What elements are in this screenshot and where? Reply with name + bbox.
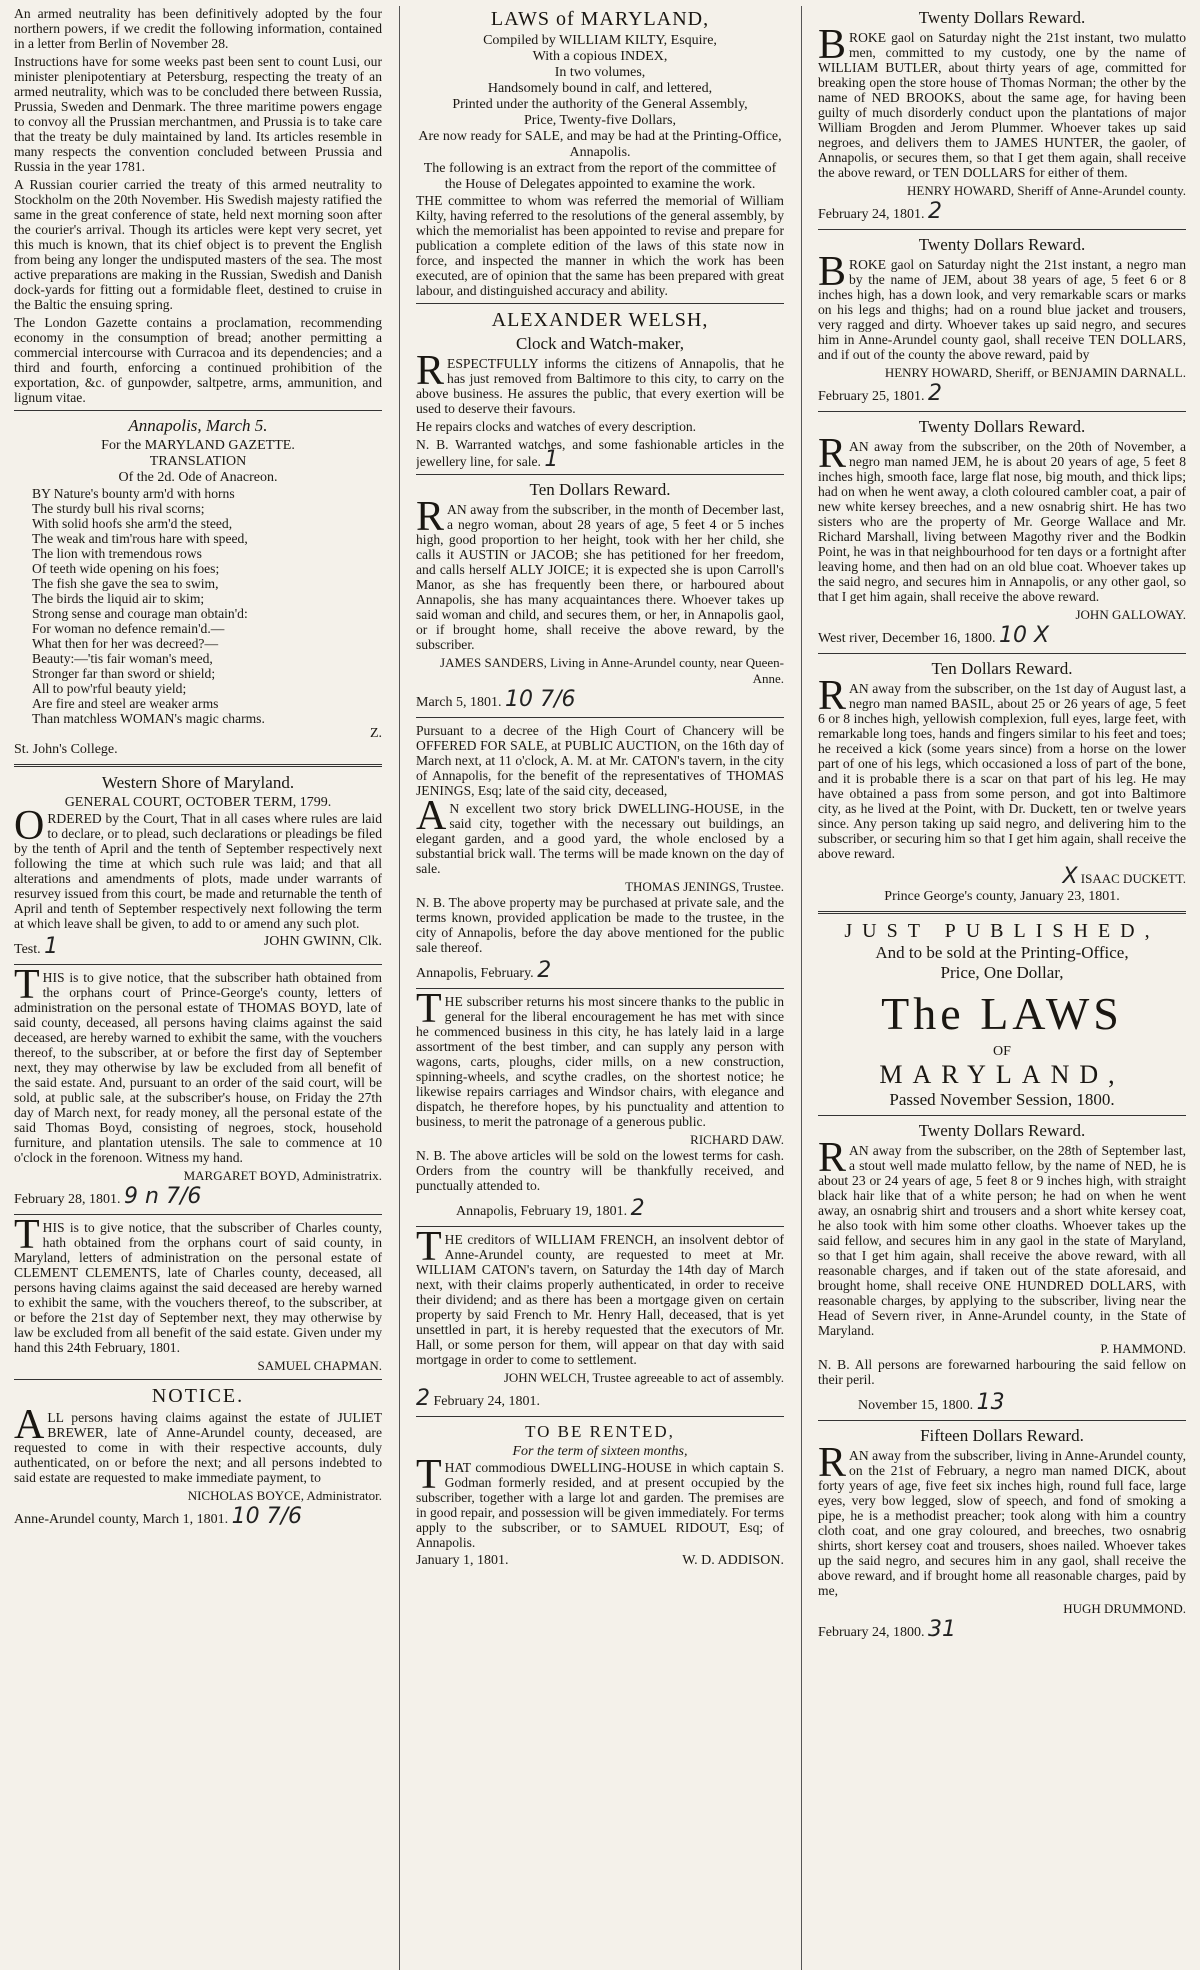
howard-date-line-2 <box>818 381 1186 406</box>
dateline: Annapolis, March 5. <box>128 416 268 435</box>
boyd-signature: MARGARET BOYD, Administratrix. <box>183 1168 382 1183</box>
drummond-date: February 24, 1800. <box>818 1625 925 1640</box>
addison-date: January 1, 1801. <box>416 1553 509 1568</box>
reward-notice-6: RAN away from the subscriber, living in Anne-Arundel county, on the 21st of February, a negro man named DICK, about forty years of age, five feet six inches high, round full face, large eyes, very bow legged, slow of speech, and fond of smoking a pipe, he is a methodist preacher; took along with him a country cloth coat, and one gray coloured, and breeches, two osnabrig shirts, short kersey coat and trousers, shoes nailed. Whoever takes up the said negro, and secures him in any gaol, shall receive the above reward, and if brought home all reasonable charges, paid by me, <box>818 1440 1186 1598</box>
welsh-notice: RESPECTFULLY informs the citizens of Annapolis, that he has just removed from Baltimore to this city, to carry on the above business. He assures the public, that every exertion will be used to deserve their favours. <box>416 348 784 416</box>
house-notice: AN excellent two story brick DWELLING-HOUSE, in the said city, together with the necessary out buildings, an elegant garden, and a good yard, the whole enclosed by a substantial brick wall. The terms will be made known on the day of sale. <box>416 793 784 876</box>
reward-title-2: Twenty Dollars Reward. <box>918 235 1086 254</box>
handwritten-mark: 2 <box>928 381 943 406</box>
column-rule <box>801 6 802 1970</box>
rent-notice: THAT commodious DWELLING-HOUSE in which captain S. Godman formerly resided, and at present occupied by the subscriber, together with a large lot and garden. The premises are in good repair, and possession will be given immediately. For terms apply to the subscriber, or to SAMUEL RIDOUT, Esq; of Annapolis. <box>416 1452 784 1550</box>
column-left <box>14 6 382 1970</box>
divider <box>416 988 784 989</box>
reward-notice-5: RAN away from the subscriber, on the 28th of September last, a stout well made mulatto fellow, by the name of NED, he is about 23 or 24 years of age, 5 feet 8 or 9 inches high, with straight black hair like that of a white person; he had on when he went away, an osnabrig shirt and trousers and a short white kersey coat, he also took with him some other cloaths. Whoever takes up the said fellow, and secures him in any gaol in the state of Maryland, so that I get him again, shall receive the above reward, with all reasonable charges, and if taken out of the state aforesaid, and brought home, shall receive ONE HUNDRED DOLLARS, with reasonable charges, by applying to the subscriber, living near the Head of Severn river, in Anne-Arundel county, in the State of Maryland. <box>818 1135 1186 1338</box>
hammond-date: November 15, 1800. <box>858 1398 974 1413</box>
poem-translation: TRANSLATION <box>149 454 247 469</box>
galloway-date-line <box>818 623 1186 648</box>
reward-notice-1: BROKE gaol on Saturday night the 21st instant, two mulatto men, committed to my custody, one by the name of WILLIAM BUTLER, about thirty years of age, committed for breaking open the store house of Thomas Norman; the other by the name of NED BROOKS, about the same age, for having been guilty of much disorderly conduct upon the plantations of major William Brogden and Jerom Plummer. Whoever takes up said negroes, and delivers them to JAMES HUNTER, the gaoler, of Annapolis, or secures them, so that I get them again, shall receive the above reward, or TEN DOLLARS for either of them. <box>818 22 1186 180</box>
article-instructions: Instructions have for some weeks past been sent to count Lusi, our minister plenipotentiary at Petersburg, respecting the treaty of an armed neutrality, which was to be concluded there between Russia, Prussia, Sweden and Denmark. The three maritime powers engage to convoy all the Prussian merchantmen, and Prussia is to take care that the treaty be duly maintained by land. Its articles resemble in many respects the convention concluded between Prussia and Russia in the year 1781. <box>14 54 382 174</box>
addison-line <box>416 1553 784 1569</box>
jenings-nb: N. B. The above property may be purchased at private sale, and the terms known, provided application be made to the trustee, in the city of Annapolis, before the day above mentioned for the public sale thereof. <box>416 895 784 955</box>
poem-line: Beauty:—'tis fair woman's meed, <box>32 651 213 666</box>
sanders-signature: JAMES SANDERS, Living in Anne-Arundel county, near Queen-Anne. <box>440 655 784 686</box>
column-rule <box>399 6 400 1970</box>
poem-line: The lion with tremendous rows <box>32 546 202 561</box>
divider <box>818 911 1186 914</box>
brewer-notice: ALL persons having claims against the estate of JULIET BREWER, late of Anne-Arundel county, deceased, are requested to come in with their respective accounts, duly authenticated, on or before the next; and all persons indebted to said estate are requested to make immediate payment, to <box>14 1402 382 1485</box>
western-shore-title: Western Shore of Maryland. <box>101 773 295 792</box>
just-published: JUST PUBLISHED, <box>844 920 1160 942</box>
handwritten-mark: 2 <box>537 958 552 983</box>
rent-title: TO BE RENTED, <box>525 1422 675 1441</box>
hammond-date-line <box>818 1390 1186 1415</box>
poem-ode: Of the 2d. Ode of Anacreon. <box>118 470 278 485</box>
howard-date-1: February 24, 1801. <box>818 207 925 222</box>
clement-notice: THIS is to give notice, that the subscriber of Charles county, hath obtained from the orphans court of said county, in Maryland, letters of administration on the personal estate of CLEMENT CLEMENTS, late of Charles county, deceased, all persons having claims against the said deceased are hereby warned to exhibit the same, with the vouchers thereof, to the subscriber, at or before the 21st day of September next, they may otherwise by law be excluded from all benefit of the said estate. Given under my hand this 24th February, 1801. <box>14 1212 382 1355</box>
committee-report: THE committee to whom was referred the memorial of William Kilty, having referred to the resolutions of the general assembly, by which the memorialist has been appointed to revise and prepare for publication a complete edition of the laws of this state now in force, and inspected the manner in which the work has been executed, are of opinion that the same has been prepared with great labour, and distinguished accuracy and ability. <box>416 193 784 298</box>
sold-at: And to be sold at the Printing-Office, <box>875 943 1129 962</box>
welsh-title: ALEXANDER WELSH, <box>491 309 709 331</box>
hammond-nb: N. B. All persons are forewarned harbouring the said fellow on their peril. <box>818 1357 1186 1387</box>
reward-notice-3: RAN away from the subscriber, on the 20th of November, a negro man named JEM, he is about 20 years of age, 5 feet 8 inches high, smooth face, large flat nose, big mouth, and thick lips; had on when he went away, a cloth coloured cambler coat, a pair of new white kersey breeches, and a new osnabrig shirt. He has two sisters who are the property of Mr. George Wallace and Mr. Richard Marshall, living between Magothy river and the Bodkin Point, he was in that neighbourhood for ten days or a fortnight after leaving home, and then had on an old blue coat. Whoever takes up the said negro, and secures him in Annapolis, or any other gaol, so that I get him again, shall receive the above reward. <box>818 431 1186 604</box>
boyce-date-line <box>14 1504 382 1529</box>
welch-date: February 24, 1801. <box>433 1394 541 1409</box>
poem <box>14 486 382 726</box>
laws-volumes: In two volumes, <box>554 65 646 80</box>
howard-date-line-1 <box>818 199 1186 224</box>
article-gazette: The London Gazette contains a proclamation, recommending economy in the consumption of bread; another permitting a commercial intercourse with Curracoa and its dependencies; and a third and fourth, enforcing a continued prohibition of the exportation, &c. of gunpowder, saltpetre, arms, ammunition, and lignum vitae. <box>14 315 382 405</box>
daw-notice: THE subscriber returns his most sincere thanks to the public in general for the liberal encouragement he has met with since he commenced business in this city, he has lately laid in a large assortment of the best timber, and can supply any person with wagons, carts, ploughs, cider mills, on a new construction, spinning-wheels, and scythe cradles, on the shortest notice; he likewise repairs carriages and Windsor chairs, with elegance and dispatch, he therefore hopes, by his punctuality and attention to business, to merit the patronage of a generous public. <box>416 986 784 1129</box>
divider <box>14 1379 382 1380</box>
howard-signature-2: HENRY HOWARD, Sheriff, or BENJAMIN DARNALL. <box>884 365 1186 380</box>
divider <box>14 964 382 965</box>
boyd-notice: THIS is to give notice, that the subscriber hath obtained from the orphans court of Prince-George's county, letters of administration on the personal estate of THOMAS BOYD, late of said county, deceased, all persons having claims against the said deceased, are hereby warned to exhibit the same, with the vouchers thereof, to the subscriber, at or before the first day of September next, they may otherwise by law be excluded from all benefit of the said estate. And, pursuant to an order of the said court, will be sold, at public sale, at the subscriber's house, on Friday the 27th day of March next, for ready money, all the personal estate of the said Thomas Boyd, consisting of negroes, stock, household furniture, and plantation utensils. The sale to commence at 10 o'clock in the forenoon. Witness my hand. <box>14 962 382 1165</box>
laws-price: Price, Twenty-five Dollars, <box>524 113 676 128</box>
divider <box>818 653 1186 654</box>
poem-for: For the MARYLAND GAZETTE. <box>101 438 295 453</box>
poem-line: The birds the liquid air to skim; <box>32 591 205 606</box>
poem-line: Strong sense and courage man obtain'd: <box>32 606 248 621</box>
laws-bound: Handsomely bound in calf, and lettered, <box>487 81 713 96</box>
addison-signature: W. D. ADDISON. <box>682 1553 784 1568</box>
column-right <box>818 6 1186 1970</box>
rent-subtitle: For the term of sixteen months, <box>512 1444 688 1459</box>
handwritten-mark: X <box>1062 864 1078 889</box>
handwritten-mark: 9 n 7/6 <box>124 1184 202 1209</box>
welsh-nb <box>416 437 784 472</box>
court-line: GENERAL COURT, OCTOBER TERM, 1799. <box>64 795 332 810</box>
galloway-signature: JOHN GALLOWAY. <box>1075 607 1186 622</box>
sanders-date: March 5, 1801. <box>416 695 502 710</box>
poem-line: What then for her was decreed?— <box>32 636 219 651</box>
handwritten-mark: 13 <box>976 1390 1005 1415</box>
daw-date-line <box>416 1196 784 1221</box>
welsh-repairs: He repairs clocks and watches of every description. <box>416 419 697 434</box>
duckett-signature-line <box>818 864 1186 889</box>
howard-date-2: February 25, 1801. <box>818 389 925 404</box>
laws-title: LAWS of MARYLAND, <box>490 8 710 30</box>
poem-line: Than matchless WOMAN's magic charms. <box>32 711 265 726</box>
laws-compiled: Compiled by WILLIAM KILTY, Esquire, <box>483 33 717 48</box>
divider <box>14 410 382 411</box>
gwinn-signature: JOHN GWINN, Clk. <box>263 934 382 949</box>
poem-line: For woman no defence remain'd.— <box>32 621 225 636</box>
poem-line: The sturdy bull his rival scorns; <box>32 501 205 516</box>
handwritten-mark: 2 <box>630 1196 645 1221</box>
french-notice: THE creditors of WILLIAM FRENCH, an insolvent debtor of Anne-Arundel county, are requested to meet at Mr. WILLIAM CATON's tavern, on Saturday the 14th day of March next, with their claims properly authenticated, in order to receive their dividend; and as there has been a mortgage given on certain property by said French to Mr. Henry Hall, deceased, that is yet unsettled in part, it is hereby requested that the executors of Mr. Hall, or some person for them, will appear on that day with said mortgage in order to come to settlement. <box>416 1224 784 1367</box>
handwritten-mark: 1 <box>44 934 59 959</box>
passed-line: Passed November Session, 1800. <box>889 1090 1115 1109</box>
boyce-date: Anne-Arundel county, March 1, 1801. <box>14 1512 229 1527</box>
divider <box>416 1416 784 1417</box>
columns <box>14 0 1186 1970</box>
divider <box>416 717 784 718</box>
poem-line: The fish she gave the sea to swim, <box>32 576 219 591</box>
divider <box>416 303 784 304</box>
drummond-signature: HUGH DRUMMOND. <box>1063 1601 1186 1616</box>
jenings-date: Annapolis, February. <box>416 966 534 981</box>
daw-signature: RICHARD DAW. <box>690 1132 784 1147</box>
divider <box>818 229 1186 230</box>
sanders-date-line <box>416 687 784 712</box>
boyce-signature: NICHOLAS BOYCE, Administrator. <box>187 1488 382 1503</box>
divider <box>14 1214 382 1215</box>
court-order: ORDERED by the Court, That in all cases where rules are laid to declare, or to plead, such declarations or pleadings be filed by the tenth of April and the tenth of September respectively next following the time at which such rule was laid; and that all alterations and amendments of plots, made under warrants of resurvey issued from this court, be made and returnable the tenth of April and tenth of September respectively next following the term at which leave shall be given, to add to or amend any such plot. <box>14 803 382 931</box>
test-label: Test. <box>14 942 41 957</box>
welsh-nb-text: N. B. Warranted watches, and some fashionable articles in the jewellery line, for sale. <box>416 437 784 469</box>
test-line <box>14 934 382 959</box>
handwritten-mark: 31 <box>928 1617 957 1642</box>
welch-date-line <box>416 1386 784 1411</box>
sanders-notice: RAN away from the subscriber, in the month of December last, a negro woman, about 28 years of age, 5 feet 4 or 5 inches high, good proportion to her height, took with her her child, she calls it AUSTIN or JACOB; she has petitioned for her freedom, and calls herself ALLY JOICE; it is expected she is upon Carroll's Manor, as she has frequently been there, or harboured about Annapolis, she has many acquaintances there. Whoever takes up said woman and child, and secures them, or her, in Annapolis gaol, or if brought home, shall receive the above reward, by the subscriber. <box>416 494 784 652</box>
daw-date: Annapolis, February 19, 1801. <box>456 1204 628 1219</box>
divider <box>818 1115 1186 1116</box>
boyd-date-line <box>14 1184 382 1209</box>
notice-title: NOTICE. <box>151 1385 245 1407</box>
article-courier: A Russian courier carried the treaty of this armed neutrality to Stockholm on the 20th November. His Swedish majesty ratified the same in the great conference of state, held next morning soon after the courier's arrival. Though its articles were kept very secret, yet this much is known, that its chief object is to prevent the English from being any longer the undisputed masters of the sea. The most active preparations are making in the Russian, Swedish and Danish dock-yards for fitting out a formidable fleet, destined to cruise in the Baltic the ensuing spring. <box>14 177 382 312</box>
handwritten-mark: 2 <box>928 199 943 224</box>
handwritten-mark: 1 <box>544 447 559 472</box>
laws-ready: Are now ready for SALE, and may be had at the Printing-Office, Annapolis. <box>418 129 782 160</box>
maryland-title: MARYLAND, <box>879 1060 1125 1089</box>
divider <box>818 1420 1186 1421</box>
handwritten-mark: 10 7/6 <box>231 1504 303 1529</box>
reward-title-6: Fifteen Dollars Reward. <box>920 1426 1084 1445</box>
daw-nb: N. B. The above articles will be sold on the lowest terms for cash. Orders from the country will be thankfully received, and punctually attended to. <box>416 1148 784 1193</box>
reward-title-1: Twenty Dollars Reward. <box>918 8 1086 27</box>
drummond-date-line <box>818 1617 1186 1642</box>
welsh-subtitle: Clock and Watch-maker, <box>515 334 685 353</box>
poem-line: BY Nature's bounty arm'd with horns <box>32 486 235 501</box>
handwritten-mark: 10 7/6 <box>505 687 576 712</box>
duckett-date: Prince George's county, January 23, 1801. <box>884 889 1120 904</box>
poem-signature: Z. <box>369 726 382 741</box>
handwritten-mark: 10 X <box>999 623 1050 648</box>
divider <box>416 1226 784 1227</box>
poem-line: The weak and tim'rous hare with speed, <box>32 531 248 546</box>
chapman-signature: SAMUEL CHAPMAN. <box>257 1358 382 1373</box>
article-intro: An armed neutrality has been definitively adopted by the four northern powers, if we credit the following information, contained in a letter from Berlin of November 28. <box>14 6 382 51</box>
welch-signature: JOHN WELCH, Trustee agreeable to act of assembly. <box>503 1370 784 1385</box>
jenings-date-line <box>416 958 784 983</box>
college-line: St. John's College. <box>14 742 118 757</box>
handwritten-mark: 2 <box>416 1386 430 1411</box>
of-label: OF <box>993 1044 1011 1059</box>
laws-extract: The following is an extract from the report of the committee of the House of Delegates appointed to examine the work. <box>423 161 777 192</box>
poem-line: Of teeth wide opening on his foes; <box>32 561 220 576</box>
boyd-date: February 28, 1801. <box>14 1192 121 1207</box>
poem-line: With solid hoofs she arm'd the steed, <box>32 516 233 531</box>
reward-notice-4: RAN away from the subscriber, on the 1st day of August last, a negro man named BASIL, about 25 or 26 years of age, 5 feet 6 or 8 inches high, yellowish complexion, full eyes, large feet, with remarkable long toes, hands and fingers similar to his feet and toes; he received a kick (some years since) from a horse on the lower part of one of his legs, which occasioned a loss of part of the bone, and it is probable there is a scar on that part of his leg. He may have obtained a pass from some person, and got into Baltimore city, as he lived at the Point, with Dr. Duckett, ten or twelve years since. Any person taking up said negro, and delivering him to the subscriber, or securing him so that I get him again, shall receive the above reward. <box>818 673 1186 861</box>
poem-line: All to pow'rful beauty yield; <box>32 681 187 696</box>
column-middle <box>416 6 784 1970</box>
divider <box>14 764 382 767</box>
duckett-signature: ISAAC DUCKETT. <box>1080 871 1186 886</box>
reward-title-4: Ten Dollars Reward. <box>931 659 1073 678</box>
one-dollar: Price, One Dollar, <box>940 963 1064 982</box>
divider <box>818 411 1186 412</box>
laws-printed: Printed under the authority of the General Assembly, <box>452 97 748 112</box>
chancery-notice: Pursuant to a decree of the High Court of Chancery will be OFFERED FOR SALE, at PUBLIC AUCTION, on the 16th day of March next, at 11 o'clock, A. M. at Mr. CATON's tavern, in the city of Annapolis, for the benefit of the representatives of THOMAS JENINGS, Esq; late of the said city, deceased, <box>416 723 784 798</box>
hammond-signature: P. HAMMOND. <box>1100 1341 1186 1356</box>
laws-index: With a copious INDEX, <box>532 49 668 64</box>
poem-line: Are fire and steel are weaker arms <box>32 696 219 711</box>
divider <box>416 474 784 475</box>
reward-notice-2: BROKE gaol on Saturday night the 21st instant, a negro man by the name of JEM, about 38 years of age, 5 feet 6 or 8 inches high, has a down look, and very remarkable scars or marks on his legs and thighs; had on a round blue jacket and trousers, very ragged and dirty. Whoever takes up said negro, and secures him in Anne-Arundel county gaol, shall receive TEN DOLLARS, and if out of the county the above reward, paid by <box>818 249 1186 362</box>
ten-dollars-title: Ten Dollars Reward. <box>529 480 671 499</box>
jenings-signature: THOMAS JENINGS, Trustee. <box>625 879 784 894</box>
the-laws-title: The LAWS <box>881 988 1123 1039</box>
reward-title-5: Twenty Dollars Reward. <box>918 1121 1086 1140</box>
reward-title-3: Twenty Dollars Reward. <box>918 417 1086 436</box>
howard-signature-1: HENRY HOWARD, Sheriff of Anne-Arundel county. <box>907 183 1186 198</box>
galloway-date: West river, December 16, 1800. <box>818 631 996 646</box>
poem-line: Stronger far than sword or shield; <box>32 666 216 681</box>
